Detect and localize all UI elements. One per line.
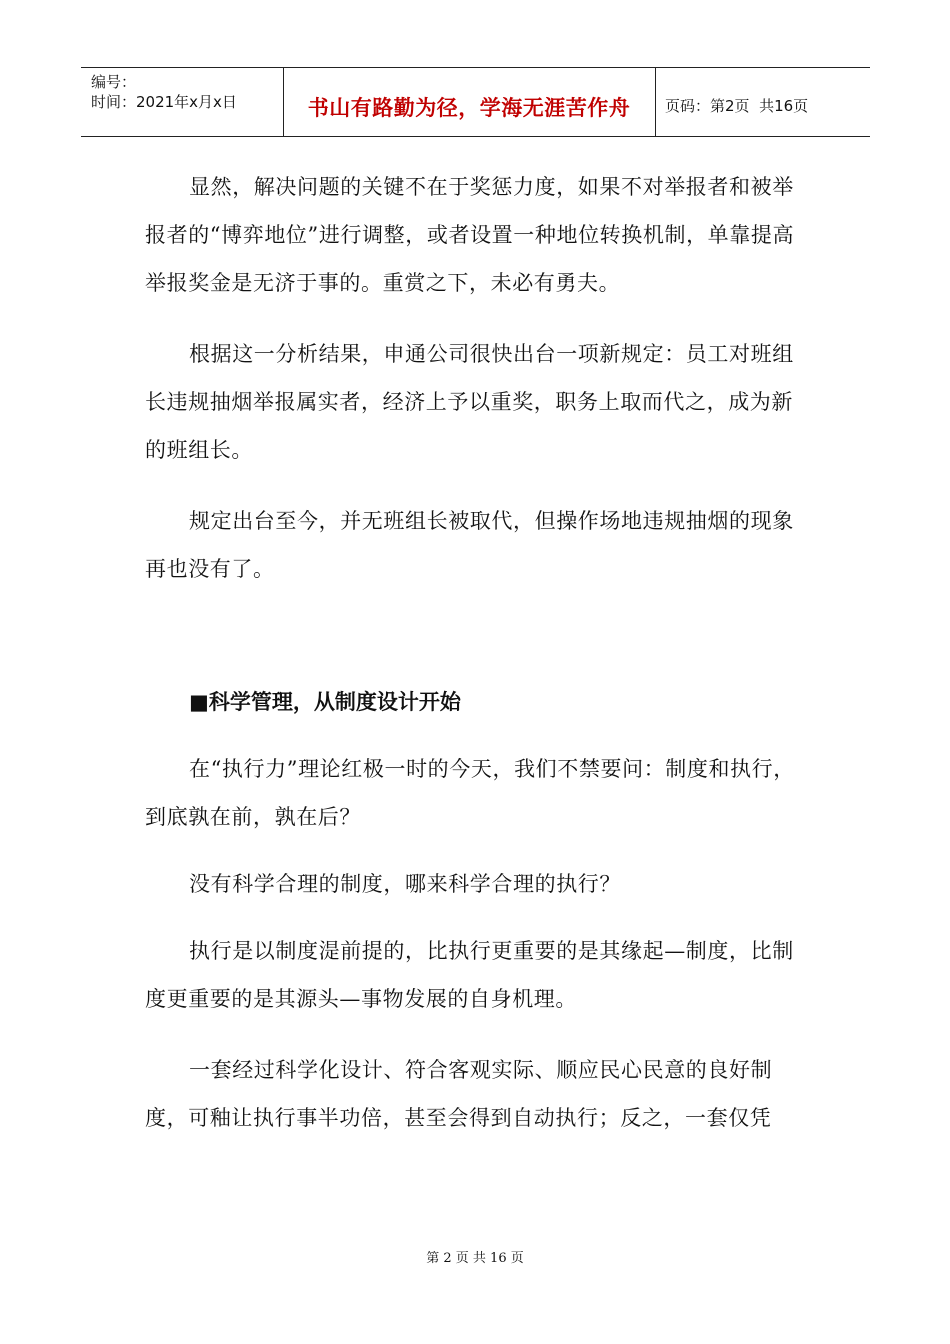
- header-motto-cell: [283, 68, 656, 136]
- paragraph: 在“执行力”理论红极一时的今天，我们不禁要问：制度和执行，到底孰在前，孰在后？: [145, 757, 795, 829]
- paragraph: 一套经过科学化设计、符合客观实际、顺应民心民意的良好制度，可釉让执行事半功倍，甚至会得到自动执行；反之，一套仅凭: [145, 1058, 773, 1130]
- header-meta-cell: [81, 68, 284, 136]
- serial-label: 编号：: [91, 73, 137, 91]
- page-info: 页码：第2页 共16页: [665, 97, 809, 115]
- paragraph: 没有科学合理的制度，哪来科学合理的执行？: [189, 872, 621, 896]
- motto: 书山有路勤为径，学海无涯苦作舟: [307, 96, 631, 120]
- page-footer: 第 2 页 共 16 页: [426, 1251, 524, 1266]
- paragraph: 根据这一分析结果，申通公司很快出台一项新规定：员工对班组长违规抽烟举报属实者，经济上予以重奖，职务上取而代之，成为新的班组长。: [145, 342, 794, 462]
- paragraph: 规定出台至今，并无班组长被取代，但操作场地违规抽烟的现象再也没有了。: [145, 509, 794, 581]
- document-body: [145, 163, 795, 1142]
- section-heading: ■科学管理，从制度设计开始: [189, 690, 461, 714]
- page-header: [81, 67, 870, 137]
- header-page-cell: [655, 68, 870, 136]
- paragraph: 显然，解决问题的关键不在于奖惩力度，如果不对举报者和被举报者的“博弈地位”进行调整，或者设置一种地位转换机制，单靠提高举报奖金是无济于事的。重赏之下，未必有勇夫。: [145, 175, 795, 295]
- paragraph: 执行是以制度湜前提的，比执行更重要的是其缘起—制度，比制度更重要的是其源头—事物发展的自身机理。: [145, 939, 794, 1011]
- time-label: 时间：2021年x月x日: [91, 93, 237, 111]
